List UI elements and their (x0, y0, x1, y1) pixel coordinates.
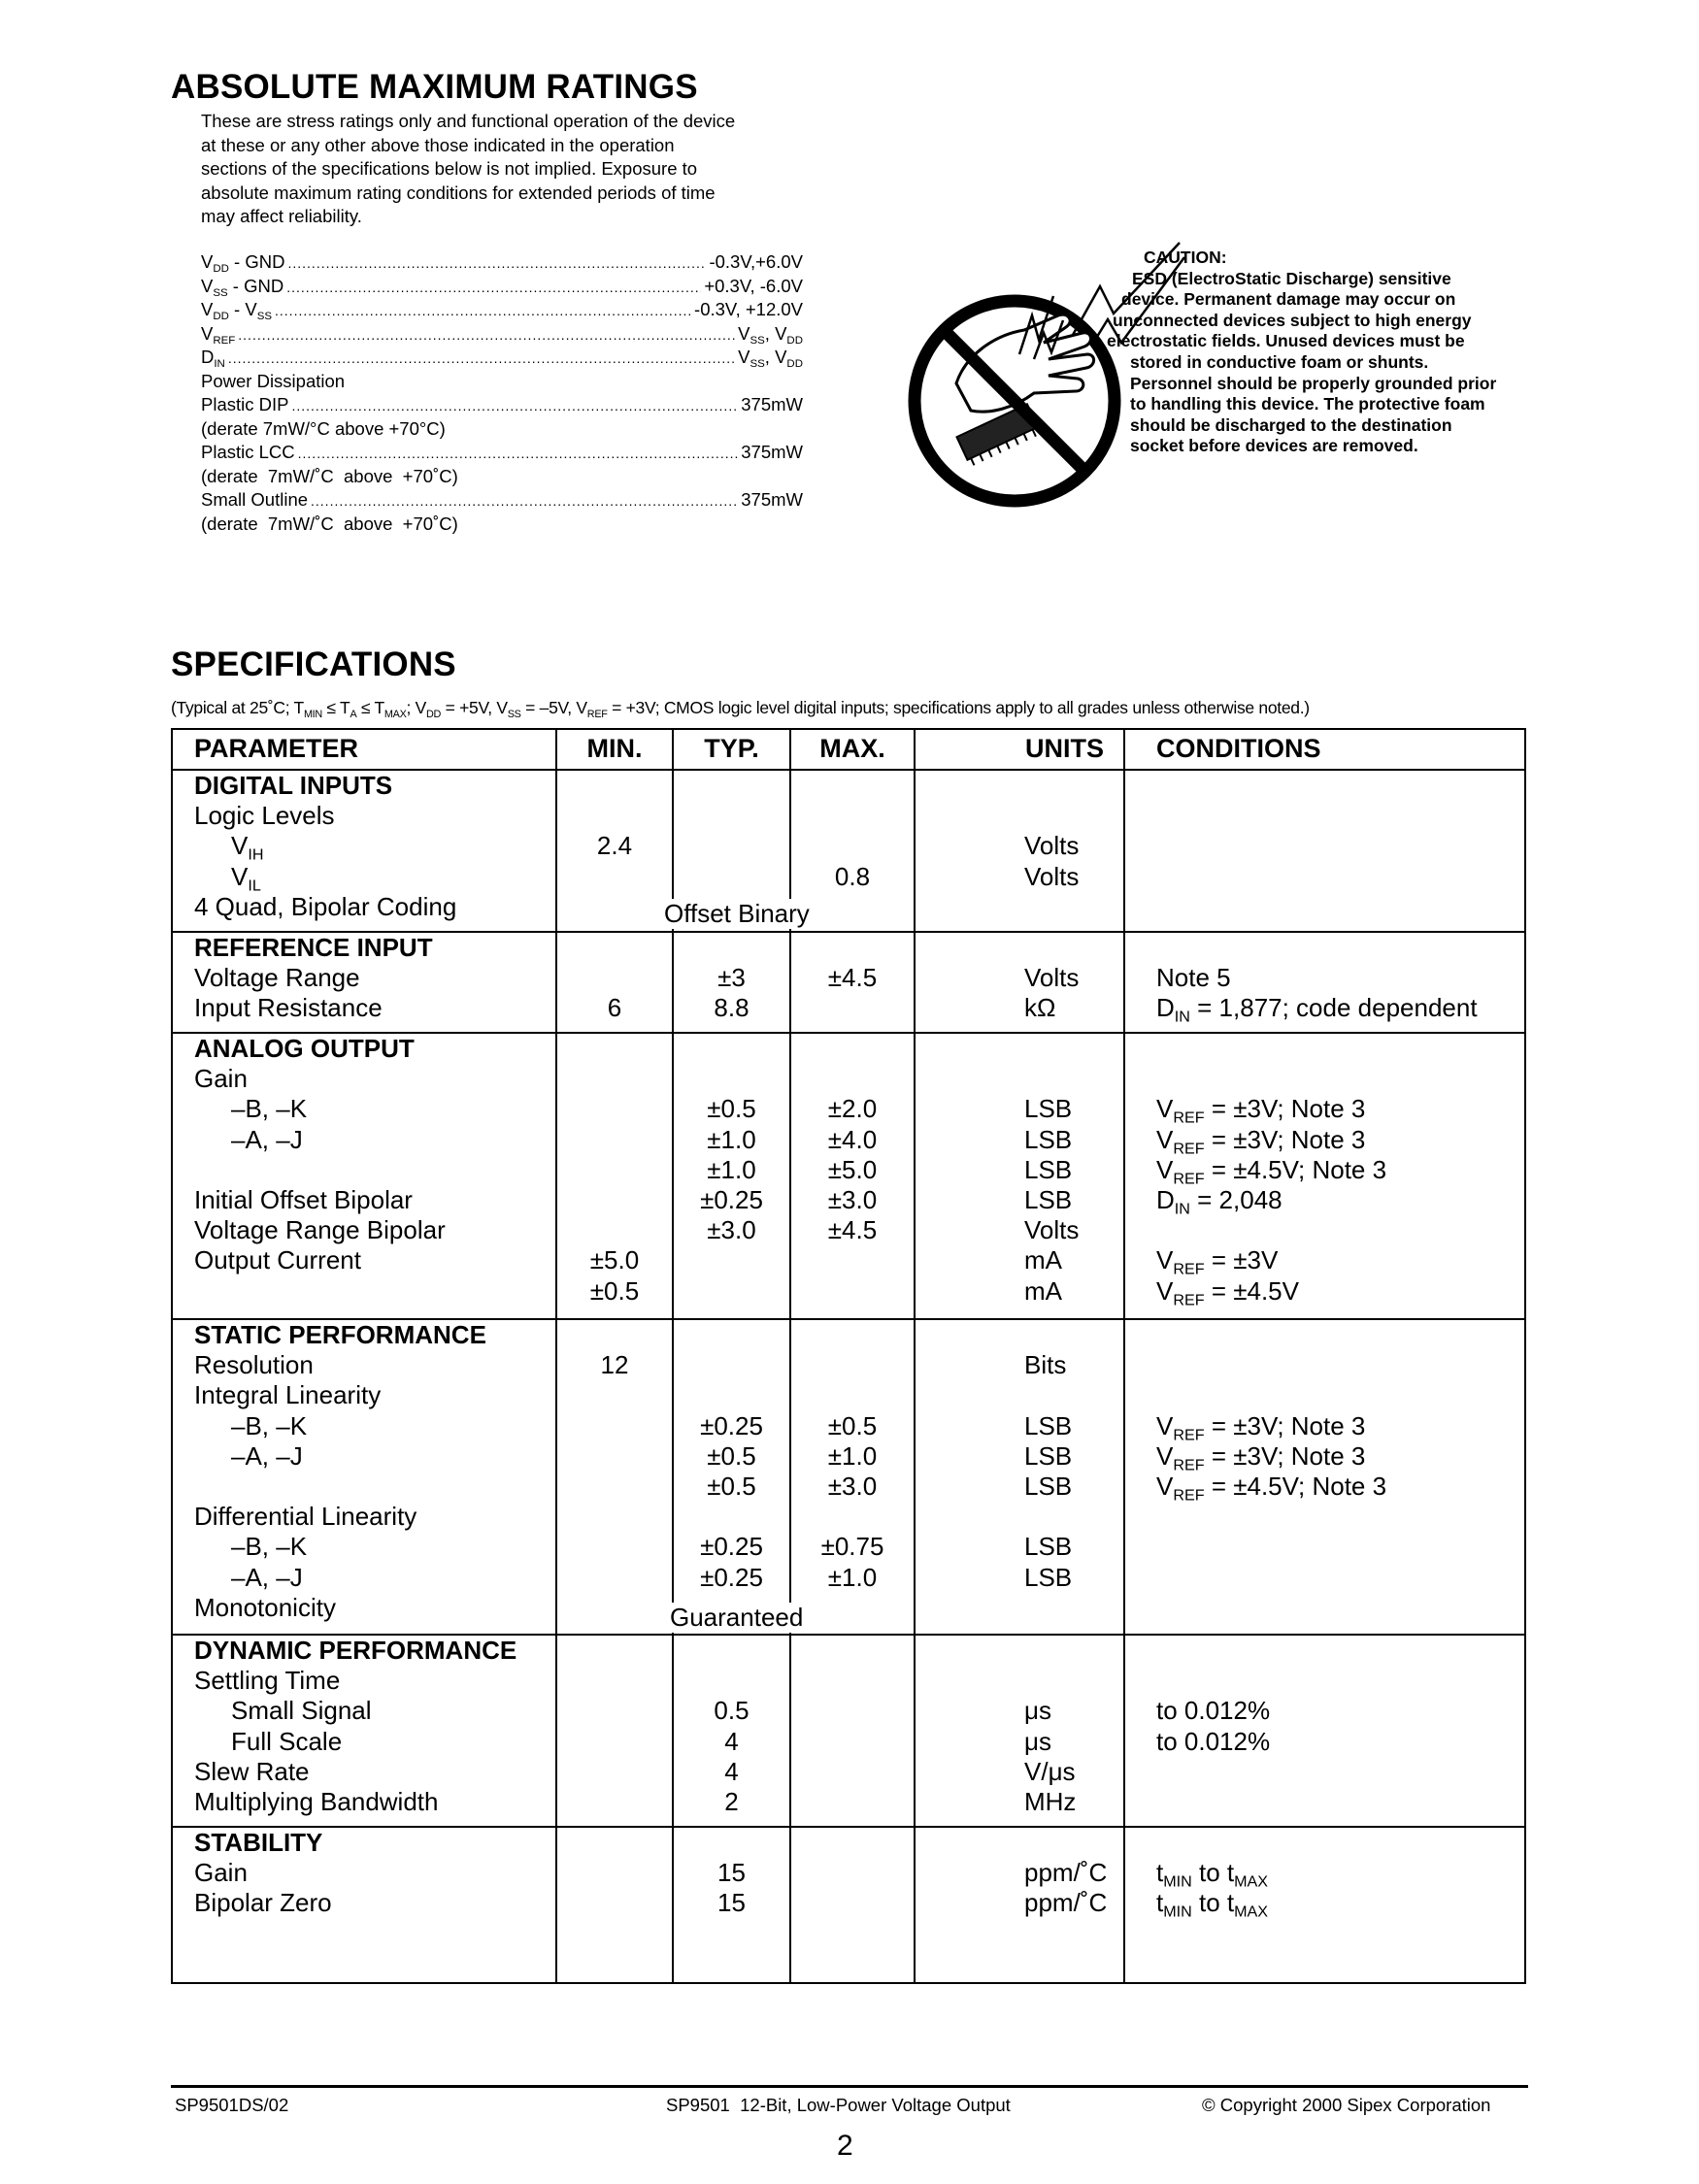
page-number: 2 (837, 2130, 853, 2162)
col-max: MAX. (790, 729, 915, 770)
footer-doc-id: SP9501DS/02 (175, 2095, 289, 2115)
col-units: UNITS (915, 729, 1124, 770)
group-stability: STABILITY Gain Bipolar Zero 15 15 ppm/˚C ppm/˚C $t_{MIN}$ to $t_{MAX}$ $t_{MIN}$ to $t_{MAX}$ (172, 1827, 1525, 1983)
group-static-performance: STATIC PERFORMANCE Resolution Integral Linearity –B, –K –A, –J Differential Linearity –B, –K –A, –J Monotonicity 12 ±0.25 ±0.5 ±0.5 ±0.25 ±0.25 ±0.5 ±1.0 ±3.0 ±0.75 ±1.0 Bits LSB LSB LSB LSB LSB $V_{REF} = \pm 3V$; Note 3 $V_{REF} = \pm 3V$; Note 3 $V_{REF} = \pm 4.5V$; Note 3 (172, 1319, 1525, 1635)
footer-rule (171, 2085, 1528, 2088)
rating-derate-so: (derate 7mW/˚C above +70˚C) (201, 513, 458, 534)
rating-derate-lcc: (derate 7mW/˚C above +70˚C) (201, 465, 458, 486)
rating-derate-dip: (derate 7mW/°C above +70°C) (201, 417, 446, 439)
offset-binary-text: Offset Binary (664, 899, 810, 928)
rating-power-dissipation: Power Dissipation (201, 370, 346, 391)
rating-vdd-gnd: $V_{DD}$ - GND ..... -0.3V,+6.0V (201, 250, 803, 275)
specs-heading: SPECIFICATIONS (171, 645, 456, 683)
rating-small-outline: Small Outline ..... 375mW (201, 488, 803, 513)
table-header-row (172, 729, 1525, 770)
group-digital-inputs: DIGITAL INPUTS Logic Levels $V_{IH}$ $V_{IL}$ 4 Quad, Bipolar Coding 2.4 0.8 Volts Volts (172, 770, 1525, 932)
rating-vref: $V_{REF}$ ..... $V_{SS}$, $V_{DD}$ (201, 322, 803, 347)
col-min: MIN. (556, 729, 673, 770)
rating-din: $D_{IN}$ ..... $V_{SS}$, $V_{DD}$ (201, 346, 803, 370)
group-analog-output: ANALOG OUTPUT Gain –B, –K –A, –J Initial Offset Bipolar Voltage Range Bipolar Output Current ±5.0 ±0.5 ±0.5 ±1.0 ±1.0 ±0.25 ±3.0 ±2.0 ±4.0 ±5.0 ±3.0 ±4.5 LSB LSB LSB LSB Volts mA mA $V_{REF} = \pm 3V$; Note 3 $V_{REF} = \pm 3V$; Note 3 $V_{REF} = \pm 4.5V$; Note 3 $D_{IN} = 2,048$ $V_{REF} = \pm 3V$ $V_{REF} = \pm 4.5V$ (172, 1033, 1525, 1319)
col-typ: TYP. (673, 729, 790, 770)
rating-vdd-vss: $V_{DD} - V_{SS}$ ..... -0.3V, +12.0V (201, 298, 803, 322)
specs-conditions-note: (Typical at 25˚C; $T_{MIN} \le T_A \le T_{MAX}$; $V_{DD} = +5V$, $V_{SS} = -5V$, $V_{REF} = +3V$; CMOS logic level digital inputs; specifications apply to all grades unless otherwise noted.) (171, 698, 1310, 720)
guaranteed-text: Guaranteed (670, 1603, 804, 1632)
ratings-intro: These are stress ratings only and functional operation of the device at these or any other above those indicated in the operation sections of the specifications below is not implied. Exposure to absolute maximum rating conditions for extended periods of time may affect reliability. (201, 111, 736, 226)
group-reference-input: REFERENCE INPUT Voltage Range Input Resistance 6 ±3 8.8 ±4.5 Volts kΩ Note 5 $D_{IN} = 1,877$; code dependent (172, 932, 1525, 1033)
ratings-list (201, 250, 803, 536)
specifications-table (171, 728, 1526, 1984)
footer-copyright: © Copyright 2000 Sipex Corporation (1202, 2095, 1491, 2115)
rating-plastic-lcc: Plastic LCC ..... 375mW (201, 441, 803, 465)
ratings-heading: ABSOLUTE MAXIMUM RATINGS (171, 68, 698, 106)
col-conditions: CONDITIONS (1124, 729, 1525, 770)
rating-plastic-dip: Plastic DIP ..... 375mW (201, 393, 803, 417)
caution-text: CAUTION: ESD (ElectroStatic Discharge) sensitive device. Permanent damage may occur on unconnected devices subject to high energy electrostatic fields. Unused devices must be stored in conductive foam or shunts. Personnel should be properly grounded prior to handling this device. The protective foam should be discharged to the destination socket before devices are removed. (1107, 248, 1573, 457)
footer-title: SP9501 12-Bit, Low-Power Voltage Output (666, 2095, 1011, 2115)
rating-vss-gnd: $V_{SS}$ - GND ..... +0.3V, -6.0V (201, 275, 803, 299)
col-parameter: PARAMETER (172, 729, 556, 770)
group-dynamic-performance: DYNAMIC PERFORMANCE Settling Time Small Signal Full Scale Slew Rate Multiplying Bandwidth 0.5 4 4 2 μs μs V/μs MHz to 0.012% to 0.012% (172, 1635, 1525, 1827)
caution-title: CAUTION: (1144, 248, 1227, 267)
